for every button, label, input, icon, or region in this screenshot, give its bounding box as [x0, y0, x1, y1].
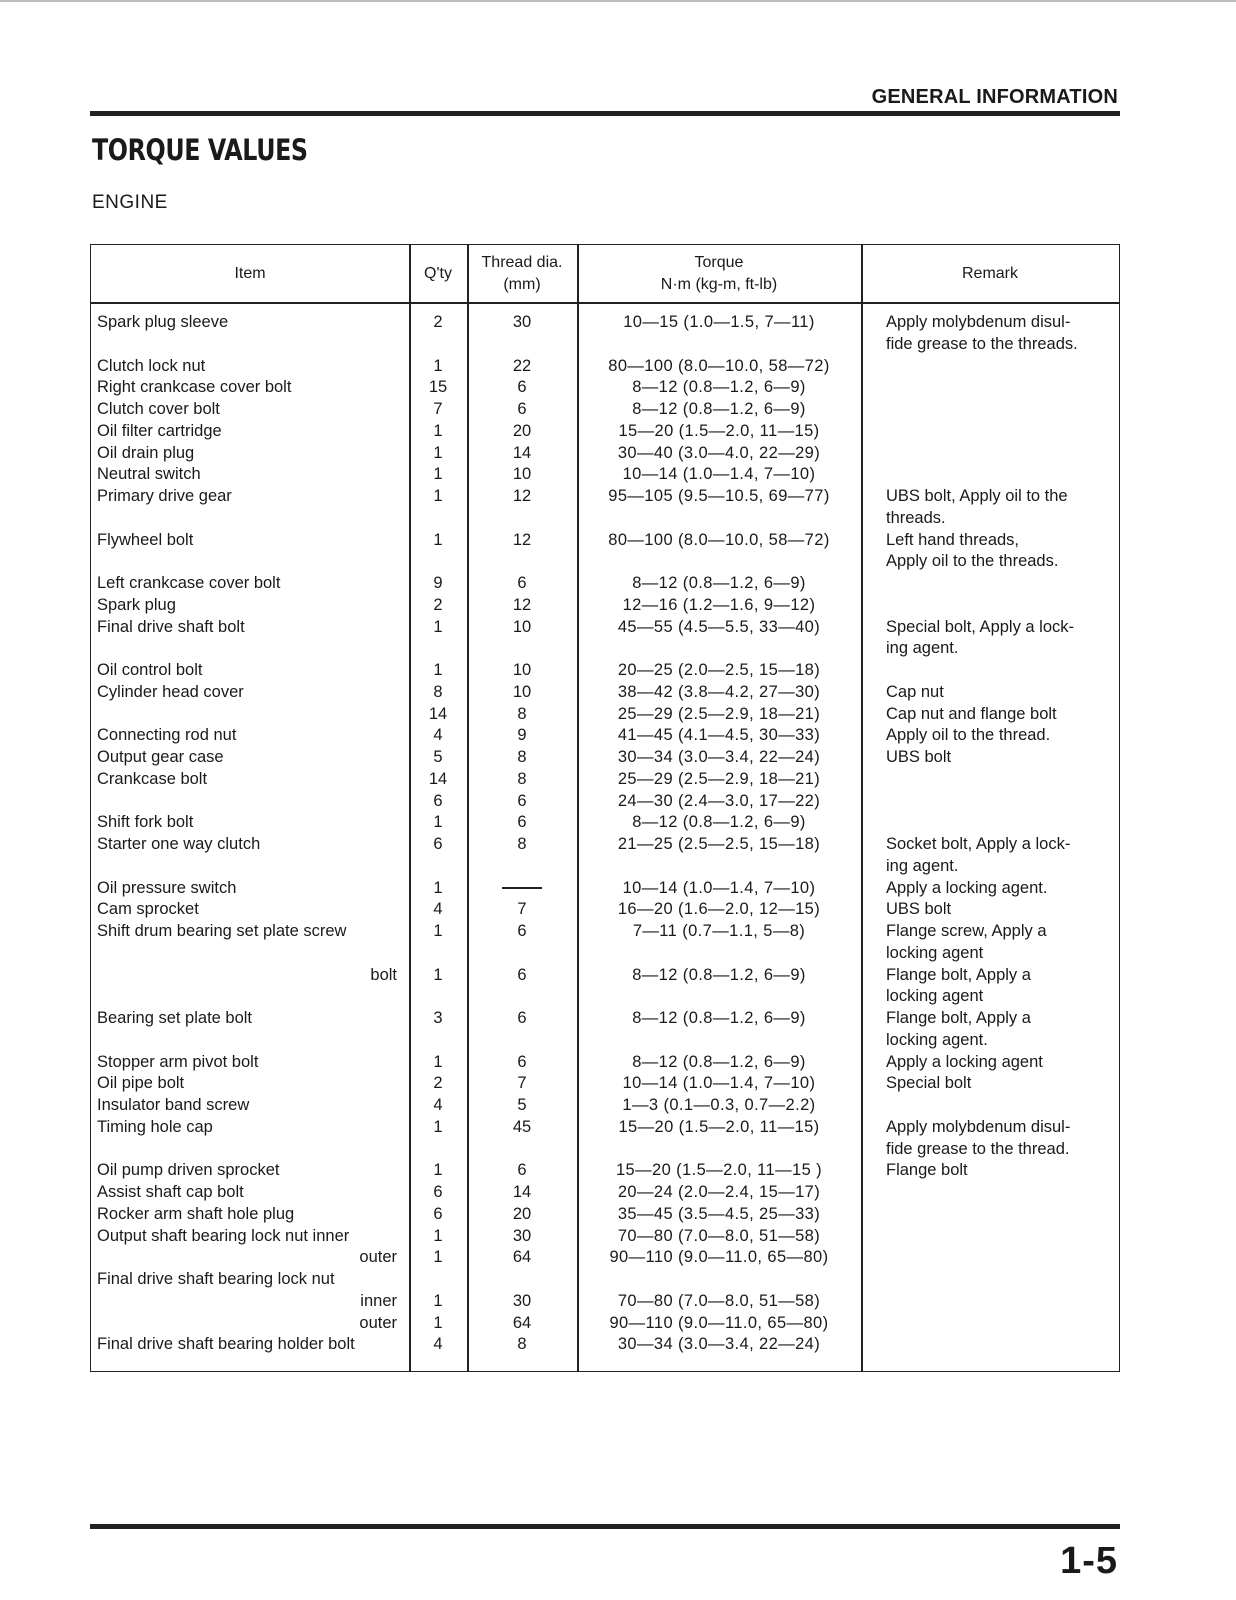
torque-cell: 7—11 (0.7—1.1, 5—8) — [632, 922, 806, 940]
table-row — [91, 1138, 1119, 1160]
torque-cell: 70—80 (7.0—8.0, 51—58) — [617, 1226, 821, 1245]
torque-cell: 70—80 (7.0—8.0, 51—58) — [617, 1291, 821, 1310]
item-cell: Cam sprocket — [97, 900, 199, 919]
torque-cell: 8—12 (0.8—1.2, 6—9) — [632, 400, 806, 418]
item-cell: Starter one way clutch — [97, 835, 261, 853]
remark-cell: Flange bolt — [886, 1161, 968, 1180]
thread-dia-cell: 7 — [517, 900, 527, 919]
table-row — [91, 877, 1119, 899]
torque-cell: 21—25 (2.5—2.5, 15—18) — [617, 835, 821, 853]
torque-cell: 8—12 (0.8—1.2, 6—9) — [632, 965, 806, 984]
table-row — [91, 833, 1119, 855]
item-cell: inner — [360, 1291, 397, 1310]
remark-cell: Apply oil to the thread. — [886, 726, 1051, 745]
qty-cell: 8 — [433, 682, 443, 701]
qty-cell: 1 — [433, 465, 443, 484]
torque-cell: 8—12 (0.8—1.2, 6—9) — [632, 1052, 806, 1071]
thread-dia-cell: 6 — [517, 965, 527, 984]
column-header-thread — [467, 245, 577, 302]
table-row — [91, 1072, 1119, 1094]
remark-cell: Apply molybdenum disul- — [886, 1117, 1071, 1136]
page-top-edge — [0, 0, 1236, 2]
torque-cell: 15—20 (1.5—2.0, 11—15) — [618, 1117, 820, 1136]
table-row — [91, 1290, 1119, 1312]
table-row — [91, 855, 1119, 877]
remark-cell: locking agent — [886, 943, 984, 962]
item-cell: Oil pipe bolt — [97, 1074, 185, 1093]
thread-dia-cell: 6 — [517, 1052, 527, 1071]
thread-dia-cell: 10 — [512, 682, 532, 701]
thread-dia-cell: 14 — [512, 443, 532, 462]
remark-cell: Apply a locking agent. — [886, 878, 1048, 897]
table-row — [91, 920, 1119, 942]
column-header-torque-line2: N·m (kg-m, ft-lb) — [660, 275, 778, 293]
thread-dia-cell: 5 — [517, 1096, 527, 1114]
torque-cell: 24—30 (2.4—3.0, 17—22) — [617, 791, 821, 810]
qty-cell: 1 — [433, 878, 443, 897]
thread-dia-cell: 30 — [512, 1291, 532, 1310]
column-header-thread-line2: (mm) — [503, 275, 541, 293]
table-row — [91, 398, 1119, 420]
qty-cell: 6 — [433, 1204, 443, 1223]
qty-cell: 1 — [433, 443, 443, 462]
item-cell: Output gear case — [97, 748, 224, 766]
table-row — [91, 1051, 1119, 1073]
qty-cell: 2 — [433, 595, 443, 614]
torque-cell: 10—15 (1.0—1.5, 7—11) — [623, 313, 815, 331]
item-cell: Oil filter cartridge — [97, 421, 222, 440]
torque-cell: 15—20 (1.5—2.0, 11—15) — [618, 421, 820, 440]
remark-cell: Socket bolt, Apply a lock- — [886, 835, 1071, 853]
qty-cell: 1 — [433, 487, 443, 505]
table-row — [91, 1268, 1119, 1290]
qty-cell: 7 — [433, 400, 443, 418]
item-cell: Assist shaft cap bolt — [97, 1183, 244, 1201]
thread-dia-cell: 22 — [512, 356, 532, 375]
thread-dia-cell: 6 — [517, 791, 527, 810]
torque-cell: 10—14 (1.0—1.4, 7—10) — [622, 1074, 816, 1093]
torque-cell: 41—45 (4.1—4.5, 30—33) — [617, 726, 821, 745]
thread-dia-cell: 30 — [512, 313, 532, 331]
item-cell: Oil control bolt — [97, 661, 203, 679]
thread-dia-cell: 6 — [517, 1161, 527, 1180]
thread-dia-cell: 8 — [517, 769, 527, 788]
torque-cell: 80—100 (8.0—10.0, 58—72) — [608, 356, 830, 375]
remark-cell: fide grease to the thread. — [886, 1139, 1070, 1158]
table-row — [91, 1007, 1119, 1029]
torque-cell: 16—20 (1.6—2.0, 12—15) — [617, 900, 821, 919]
qty-cell: 4 — [433, 1096, 443, 1114]
qty-cell: 6 — [433, 1183, 443, 1201]
item-cell: bolt — [370, 965, 397, 984]
page-title: TORQUE VALUES — [92, 133, 308, 167]
column-header-item-label: Item — [234, 264, 266, 282]
qty-cell: 1 — [433, 1226, 443, 1245]
torque-cell: 25—29 (2.5—2.9, 18—21) — [617, 769, 821, 788]
remark-cell: Flange bolt, Apply a — [886, 1009, 1031, 1027]
table-row — [91, 790, 1119, 812]
thread-dia-cell: 10 — [512, 465, 532, 484]
item-cell: Oil pressure switch — [97, 878, 237, 897]
qty-cell: 4 — [433, 1335, 443, 1354]
remark-cell: UBS bolt — [886, 748, 952, 766]
table-row — [91, 1312, 1119, 1334]
torque-cell: 38—42 (3.8—4.2, 27—30) — [617, 682, 821, 701]
thread-dia-cell: 8 — [517, 748, 527, 766]
torque-cell: 30—34 (3.0—3.4, 22—24) — [617, 748, 821, 766]
item-cell: Spark plug — [97, 595, 176, 614]
remark-cell: Cap nut — [886, 682, 944, 701]
column-header-thread-line1: Thread dia. — [481, 253, 563, 271]
thread-dia-cell: 8 — [517, 835, 527, 853]
column-header-item — [91, 245, 409, 302]
remark-cell: UBS bolt — [886, 900, 952, 919]
thread-dia-cell: 8 — [517, 1335, 527, 1354]
column-header-qty-label: Q'ty — [424, 264, 452, 282]
thread-dia-cell: 30 — [512, 1226, 532, 1245]
torque-cell: 90—110 (9.0—11.0, 65—80) — [609, 1313, 829, 1332]
remark-cell: Flange bolt, Apply a — [886, 965, 1031, 984]
footer-rule — [90, 1524, 1120, 1529]
remark-cell: locking agent. — [886, 1030, 988, 1049]
torque-cell: 8—12 (0.8—1.2, 6—9) — [632, 378, 806, 397]
remark-cell: Left hand threads, — [886, 530, 1020, 549]
qty-cell: 1 — [433, 661, 443, 679]
table-row — [91, 1094, 1119, 1116]
table-row — [91, 485, 1119, 507]
qty-cell: 1 — [433, 813, 443, 832]
item-cell: Insulator band screw — [97, 1096, 250, 1114]
item-cell: Oil pump driven sprocket — [97, 1161, 280, 1180]
table-row — [91, 1333, 1119, 1355]
thread-dia-cell: 64 — [512, 1248, 532, 1267]
page-number: 1-5 — [1060, 1540, 1118, 1582]
item-cell: Cylinder head cover — [97, 682, 244, 701]
dash-mark — [502, 887, 542, 889]
torque-cell: 10—14 (1.0—1.4, 7—10) — [622, 465, 816, 484]
qty-cell: 14 — [428, 704, 448, 723]
qty-cell: 4 — [433, 726, 443, 745]
qty-cell: 2 — [433, 313, 443, 331]
item-cell: Timing hole cap — [97, 1117, 213, 1136]
qty-cell: 5 — [433, 748, 443, 766]
table-row — [91, 420, 1119, 442]
remark-cell: Apply molybdenum disul- — [886, 313, 1071, 331]
qty-cell: 1 — [433, 617, 443, 636]
qty-cell: 9 — [433, 574, 443, 592]
table-row — [91, 964, 1119, 986]
thread-dia-cell: 10 — [512, 661, 532, 679]
remark-cell: threads. — [886, 508, 946, 527]
qty-cell: 1 — [433, 1052, 443, 1071]
torque-cell: 80—100 (8.0—10.0, 58—72) — [608, 530, 830, 549]
table-row — [91, 376, 1119, 398]
item-cell: Rocker arm shaft hole plug — [97, 1204, 295, 1223]
thread-dia-cell: 6 — [517, 922, 527, 940]
table-row — [91, 1203, 1119, 1225]
thread-dia-cell: 6 — [517, 813, 527, 832]
thread-dia-cell: 45 — [512, 1117, 532, 1136]
table-row — [91, 659, 1119, 681]
table-row — [91, 703, 1119, 725]
qty-cell: 14 — [428, 769, 448, 788]
torque-cell: 12—16 (1.2—1.6, 9—12) — [622, 595, 816, 614]
item-cell: Primary drive gear — [97, 487, 232, 505]
torque-cell: 20—25 (2.0—2.5, 15—18) — [617, 661, 821, 679]
thread-dia-cell: 12 — [512, 487, 532, 505]
remark-cell: ing agent. — [886, 639, 959, 658]
thread-dia-cell: 20 — [512, 1204, 532, 1223]
item-cell: Shift drum bearing set plate screw — [97, 922, 347, 940]
item-cell: Bearing set plate bolt — [97, 1009, 253, 1027]
torque-cell: 30—34 (3.0—3.4, 22—24) — [617, 1335, 821, 1354]
item-cell: Clutch lock nut — [97, 356, 206, 375]
table-row — [91, 1159, 1119, 1181]
thread-dia-cell: 10 — [512, 617, 532, 636]
qty-cell: 2 — [433, 1074, 443, 1093]
item-cell: Flywheel bolt — [97, 530, 194, 549]
item-cell: Clutch cover bolt — [97, 400, 220, 418]
item-cell: Connecting rod nut — [97, 726, 237, 745]
column-header-remark — [861, 245, 1119, 302]
table-row — [91, 746, 1119, 768]
qty-cell: 1 — [433, 1117, 443, 1136]
qty-cell: 1 — [433, 965, 443, 984]
torque-cell: 15—20 (1.5—2.0, 11—15 ) — [615, 1161, 823, 1180]
torque-cell: 8—12 (0.8—1.2, 6—9) — [632, 1009, 806, 1027]
remark-cell: Apply oil to the threads. — [886, 552, 1059, 571]
table-row — [91, 442, 1119, 464]
item-cell: Shift fork bolt — [97, 813, 194, 832]
item-cell: outer — [359, 1248, 397, 1267]
column-header-torque-line1: Torque — [694, 253, 744, 271]
thread-dia-cell: 6 — [517, 378, 527, 397]
table-row — [91, 768, 1119, 790]
table-row — [91, 811, 1119, 833]
table-row — [91, 942, 1119, 964]
table-row — [91, 355, 1119, 377]
thread-dia-cell: 12 — [512, 530, 532, 549]
qty-cell: 6 — [433, 791, 443, 810]
section-rule — [90, 111, 1120, 116]
table-row — [91, 1225, 1119, 1247]
item-cell: Spark plug sleeve — [97, 313, 229, 331]
remark-cell: Cap nut and flange bolt — [886, 704, 1057, 723]
remark-cell: Special bolt, Apply a lock- — [886, 617, 1075, 636]
remark-cell: Special bolt — [886, 1074, 972, 1093]
qty-cell: 6 — [433, 835, 443, 853]
torque-cell: 30—40 (3.0—4.0, 22—29) — [617, 443, 821, 462]
item-cell: Final drive shaft bearing holder bolt — [97, 1335, 355, 1354]
thread-dia-cell: 9 — [517, 726, 527, 745]
torque-cell: 90—110 (9.0—11.0, 65—80) — [609, 1248, 829, 1267]
column-header-remark-label: Remark — [961, 264, 1018, 282]
column-header-torque — [577, 245, 861, 302]
table-row — [91, 637, 1119, 659]
qty-cell: 1 — [433, 1248, 443, 1267]
table-row — [91, 333, 1119, 355]
table-row — [91, 1029, 1119, 1051]
thread-dia-cell: 12 — [512, 595, 532, 614]
item-cell: Crankcase bolt — [97, 769, 208, 788]
thread-dia-cell: 6 — [517, 1009, 527, 1027]
remark-cell: UBS bolt, Apply oil to the — [886, 487, 1068, 505]
table-row — [91, 1116, 1119, 1138]
table-row — [91, 463, 1119, 485]
table-row — [91, 594, 1119, 616]
item-cell: Neutral switch — [97, 465, 201, 484]
item-cell: Final drive shaft bolt — [97, 617, 245, 636]
qty-cell: 1 — [433, 356, 443, 375]
table-row — [91, 681, 1119, 703]
torque-cell: 35—45 (3.5—4.5, 25—33) — [617, 1204, 821, 1223]
torque-cell: 8—12 (0.8—1.2, 6—9) — [632, 574, 806, 592]
section-label: GENERAL INFORMATION — [871, 86, 1118, 108]
thread-dia-dash — [467, 877, 577, 899]
torque-cell: 10—14 (1.0—1.4, 7—10) — [622, 878, 816, 897]
table-row — [91, 616, 1119, 638]
thread-dia-cell: 6 — [517, 574, 527, 592]
qty-cell: 1 — [433, 1291, 443, 1310]
thread-dia-cell: 20 — [512, 421, 532, 440]
item-cell: Stopper arm pivot bolt — [97, 1052, 259, 1071]
table-row — [91, 529, 1119, 551]
thread-dia-cell: 14 — [512, 1183, 532, 1201]
subtitle: ENGINE — [92, 192, 168, 213]
header-divider — [91, 302, 1119, 304]
torque-cell: 8—12 (0.8—1.2, 6—9) — [632, 813, 806, 832]
remark-cell: fide grease to the threads. — [886, 334, 1078, 353]
qty-cell: 1 — [433, 1313, 443, 1332]
item-cell: outer — [359, 1313, 397, 1332]
qty-cell: 4 — [433, 900, 443, 919]
table-row — [91, 898, 1119, 920]
qty-cell: 1 — [433, 530, 443, 549]
torque-cell: 45—55 (4.5—5.5, 33—40) — [617, 617, 821, 636]
item-cell: Oil drain plug — [97, 443, 195, 462]
qty-cell: 1 — [433, 421, 443, 440]
table-row — [91, 1181, 1119, 1203]
item-cell: Left crankcase cover bolt — [97, 574, 281, 592]
torque-cell: 95—105 (9.5—10.5, 69—77) — [608, 487, 830, 505]
remark-cell: ing agent. — [886, 856, 959, 875]
qty-cell: 1 — [433, 1161, 443, 1180]
torque-cell: 20—24 (2.0—2.4, 15—17) — [617, 1183, 821, 1201]
remark-cell: locking agent — [886, 987, 984, 1006]
qty-cell: 3 — [433, 1009, 443, 1027]
thread-dia-cell: 6 — [517, 400, 527, 418]
remark-cell: Flange screw, Apply a — [886, 922, 1047, 940]
item-cell: Final drive shaft bearing lock nut — [97, 1270, 335, 1288]
table-row — [91, 985, 1119, 1007]
table-row — [91, 550, 1119, 572]
torque-cell: 25—29 (2.5—2.9, 18—21) — [617, 704, 821, 723]
table-row — [91, 1246, 1119, 1268]
table-row — [91, 572, 1119, 594]
table-row — [91, 311, 1119, 333]
qty-cell: 15 — [428, 378, 448, 397]
table-row — [91, 507, 1119, 529]
qty-cell: 1 — [433, 922, 443, 940]
thread-dia-cell: 64 — [512, 1313, 532, 1332]
column-header-qty — [409, 245, 467, 302]
remark-cell: Apply a locking agent — [886, 1052, 1043, 1071]
thread-dia-cell: 8 — [517, 704, 527, 723]
item-cell: Right crankcase cover bolt — [97, 378, 292, 397]
item-cell: Output shaft bearing lock nut inner — [97, 1226, 350, 1245]
torque-cell: 1—3 (0.1—0.3, 0.7—2.2) — [622, 1096, 816, 1114]
thread-dia-cell: 7 — [517, 1074, 527, 1093]
torque-table — [90, 244, 1120, 1372]
table-row — [91, 724, 1119, 746]
